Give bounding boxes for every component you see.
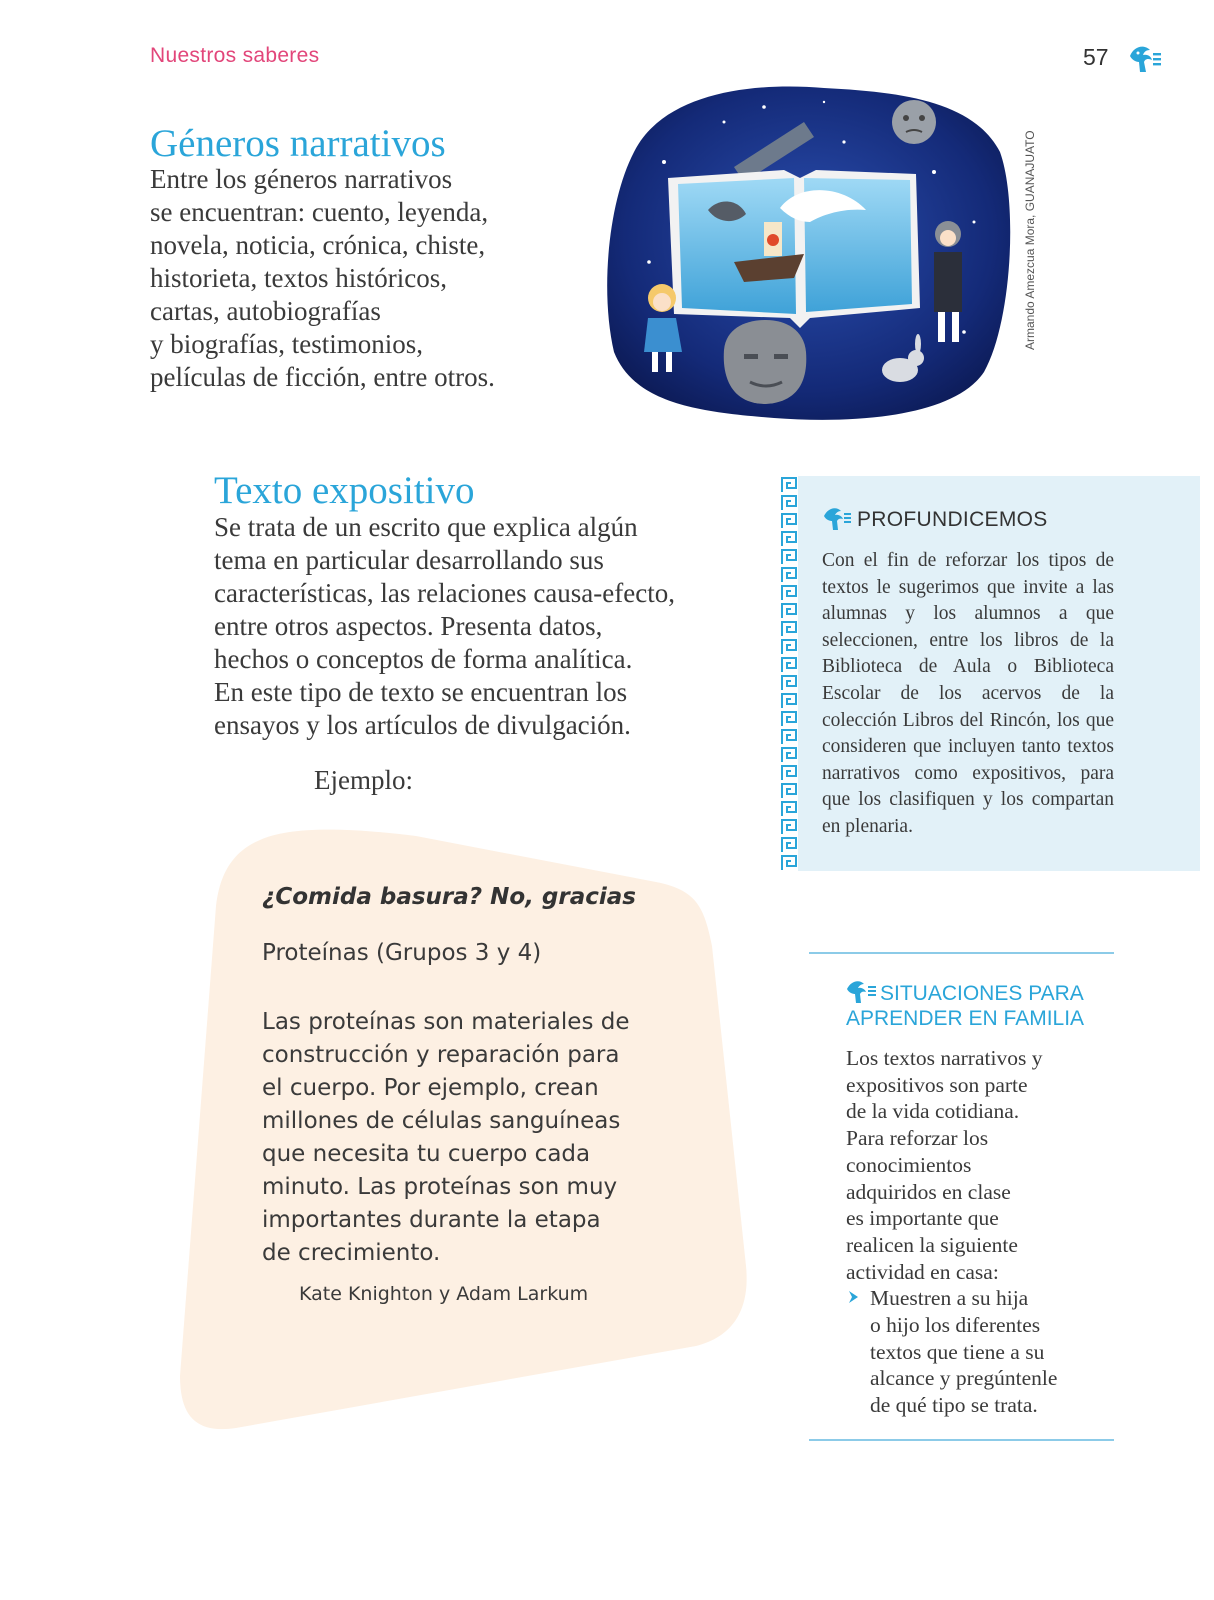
illustration-credit: Armando Amezcua Mora, GUANAJUATO [1023, 130, 1037, 350]
bottom-divider [809, 1439, 1114, 1441]
generos-section [150, 123, 495, 394]
text-line: conocimientos [846, 1152, 972, 1177]
greek-key-border [780, 476, 798, 871]
text-line: características, las relaciones causa-efecto, [214, 578, 675, 608]
card-author: Kate Knighton y Adam Larkum [299, 1283, 589, 1305]
generos-text [150, 163, 495, 394]
text-line: de la vida cotidiana. [846, 1099, 1020, 1124]
page-number: 57 [1083, 44, 1109, 70]
text-line: alcance y pregúntenle [870, 1366, 1058, 1391]
text-line: Los textos narrativos y [846, 1046, 1043, 1070]
situaciones-body [846, 1045, 1057, 1419]
text-line: adquiridos en clase [846, 1179, 1011, 1204]
text-line: o hijo los diferentes [870, 1313, 1041, 1338]
bullet-item [846, 1285, 1057, 1419]
card-subtitle: Proteínas (Grupos 3 y 4) [262, 940, 542, 966]
text-line: Las proteínas son materiales de [262, 1009, 630, 1035]
situaciones-title: SITUACIONES PARA APRENDER EN FAMILIA [846, 982, 1085, 1030]
text-line: actividad en casa: [846, 1259, 999, 1284]
eagle-logo-icon [1126, 40, 1162, 76]
card-title: ¿Comida basura? No, gracias [262, 884, 636, 910]
text-line: se encuentran: cuento, leyenda, [150, 197, 489, 227]
text-line: Entre los géneros narrativos [150, 164, 453, 194]
text-line: millones de células sanguíneas [262, 1108, 621, 1134]
expositivo-section [214, 470, 675, 742]
example-label: Ejemplo: [314, 765, 413, 795]
text-line: que necesita tu cuerpo cada [262, 1141, 591, 1167]
text-line: Para reforzar los [846, 1126, 989, 1151]
text-line: es importante que [846, 1206, 999, 1231]
text-line: realicen la siguiente [846, 1232, 1018, 1257]
generos-title: Géneros narrativos [150, 122, 446, 165]
olmec-head [724, 320, 807, 404]
text-line: cartas, autobiografías [150, 296, 381, 326]
text-line: el cuerpo. Por ejemplo, crean [262, 1075, 599, 1101]
text-line: Muestren a su hija [870, 1286, 1029, 1311]
text-line: ensayos y los artículos de divulgación. [214, 710, 631, 740]
text-line: construcción y reparación para [262, 1042, 620, 1068]
card-body [262, 1006, 629, 1270]
text-line: importantes durante la etapa [262, 1207, 601, 1233]
text-line: expositivos son parte [846, 1072, 1028, 1097]
text-line: y biografías, testimonios, [150, 329, 423, 359]
profundicemos-title: PROFUNDICEMOS [857, 508, 1048, 531]
text-line: películas de ficción, entre otros. [150, 362, 495, 392]
eagle-icon [822, 504, 852, 532]
chevron-right-icon [846, 1289, 862, 1305]
text-line: entre otros aspectos. Presenta datos, [214, 611, 603, 641]
text-line: novela, noticia, crónica, chiste, [150, 230, 486, 260]
text-line: En este tipo de texto se encuentran los [214, 677, 628, 707]
text-line: Se trata de un escrito que explica algún [214, 512, 638, 542]
text-line: tema en particular desarrollando sus [214, 545, 604, 575]
text-line: minuto. Las proteínas son muy [262, 1174, 618, 1200]
text-line: historieta, textos históricos, [150, 263, 447, 293]
text-line: de qué tipo se trata. [870, 1393, 1038, 1418]
text-line: textos que tiene a su [870, 1339, 1045, 1364]
section-name: Nuestros saberes [150, 44, 320, 67]
profundicemos-text: Con el fin de reforzar los tipos de textos le sugerimos que invite a las alumnas y los alumnos a que seleccionen, entre los libros de la Biblioteca de Aula o Biblioteca Escolar de los acervos de la colección Libros del Rincón, los que consideren que incluyen tanto textos narrativos como expositivos, para que los clasifiquen y los compartan en plenaria. [822, 550, 1114, 837]
book-space-illustration [604, 82, 1014, 424]
text-line: de crecimiento. [262, 1240, 441, 1266]
top-divider [809, 952, 1114, 954]
text-line: hechos o conceptos de forma analítica. [214, 644, 633, 674]
expositivo-title: Texto expositivo [214, 469, 475, 512]
expositivo-text [214, 511, 675, 742]
